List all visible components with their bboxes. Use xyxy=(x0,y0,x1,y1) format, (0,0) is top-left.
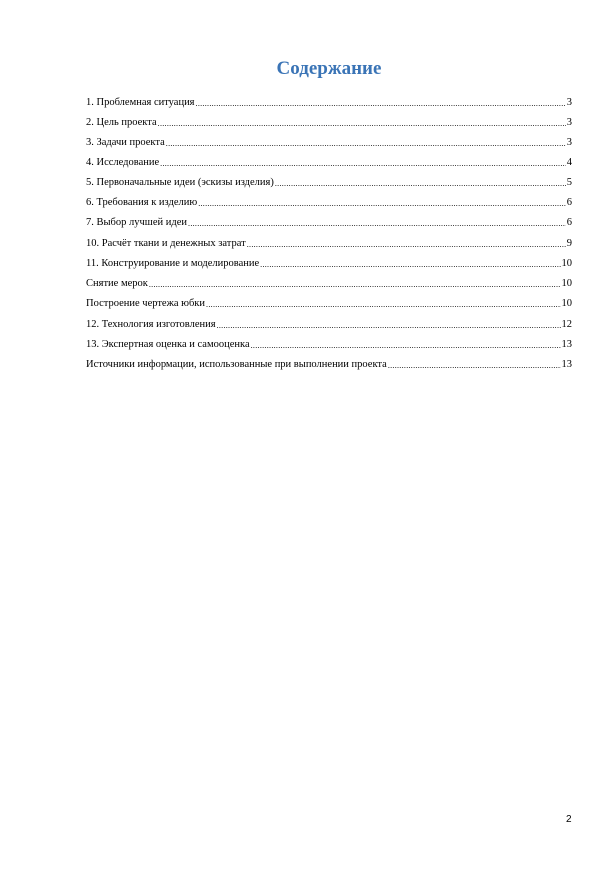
toc-entry-page: 6 xyxy=(566,217,572,228)
toc-entry[interactable] xyxy=(86,155,572,169)
toc-entry-page: 3 xyxy=(566,117,572,128)
toc-entry-page: 10 xyxy=(561,298,572,309)
toc-entry-page: 3 xyxy=(566,137,572,148)
toc-entry[interactable] xyxy=(86,135,572,149)
toc-entry-label: Снятие мерок xyxy=(86,278,148,289)
toc-entry-label: 13. Экспертная оценка и самооценка xyxy=(86,339,250,350)
dot-leader xyxy=(275,179,566,189)
toc-entry-label: 12. Технология изготовления xyxy=(86,319,216,330)
toc-entry[interactable] xyxy=(86,236,572,250)
dot-leader xyxy=(188,219,566,229)
toc-entry-page: 6 xyxy=(566,197,572,208)
dot-leader xyxy=(247,240,566,250)
dot-leader xyxy=(149,280,561,290)
toc-entry-page: 12 xyxy=(561,319,572,330)
dot-leader xyxy=(158,119,566,129)
toc-entry-page: 10 xyxy=(561,258,572,269)
dot-leader xyxy=(198,199,566,209)
dot-leader xyxy=(160,159,566,169)
page-number: 2 xyxy=(566,814,572,825)
dot-leader xyxy=(206,300,560,310)
toc-entry[interactable] xyxy=(86,256,572,270)
toc-entry[interactable] xyxy=(86,296,572,310)
toc-entry-page: 10 xyxy=(561,278,572,289)
page-title: Содержание xyxy=(276,58,382,79)
toc-entry[interactable] xyxy=(86,195,572,209)
toc-entry-page: 9 xyxy=(566,238,572,249)
dot-leader xyxy=(260,260,560,270)
toc-entry[interactable] xyxy=(86,276,572,290)
dot-leader xyxy=(166,139,566,149)
toc-entry-page: 13 xyxy=(561,359,572,370)
toc-entry-page: 5 xyxy=(566,177,572,188)
toc-entry[interactable] xyxy=(86,357,572,371)
toc-entry-label: 5. Первоначальные идеи (эскизы изделия) xyxy=(86,177,274,188)
toc-entry-label: 10. Расчёт ткани и денежных затрат xyxy=(86,238,246,249)
toc-entry-label: 3. Задачи проекта xyxy=(86,137,165,148)
toc-entry[interactable] xyxy=(86,215,572,229)
dot-leader xyxy=(388,361,561,371)
toc-entry-page: 3 xyxy=(566,97,572,108)
toc-entry-page: 4 xyxy=(566,157,572,168)
toc-entry-label: 6. Требования к изделию xyxy=(86,197,198,208)
toc-entry-label: 1. Проблемная ситуация xyxy=(86,97,195,108)
toc-entry[interactable] xyxy=(86,175,572,189)
toc-entry-label: 7. Выбор лучшей идеи xyxy=(86,217,188,228)
dot-leader xyxy=(251,341,561,351)
toc-entry[interactable] xyxy=(86,317,572,331)
dot-leader xyxy=(217,321,561,331)
toc-entry[interactable] xyxy=(86,337,572,351)
toc-entry[interactable] xyxy=(86,95,572,109)
toc-entry-page: 13 xyxy=(561,339,572,350)
toc-entry-label: Источники информации, использованные при выполнении проекта xyxy=(86,359,387,370)
toc-entry[interactable] xyxy=(86,115,572,129)
dot-leader xyxy=(196,99,566,109)
toc-entry-label: Построение чертежа юбки xyxy=(86,298,206,309)
toc-entry-label: 4. Исследование xyxy=(86,157,160,168)
toc-entry-label: 2. Цель проекта xyxy=(86,117,157,128)
toc-entry-label: 11. Конструирование и моделирование xyxy=(86,258,260,269)
